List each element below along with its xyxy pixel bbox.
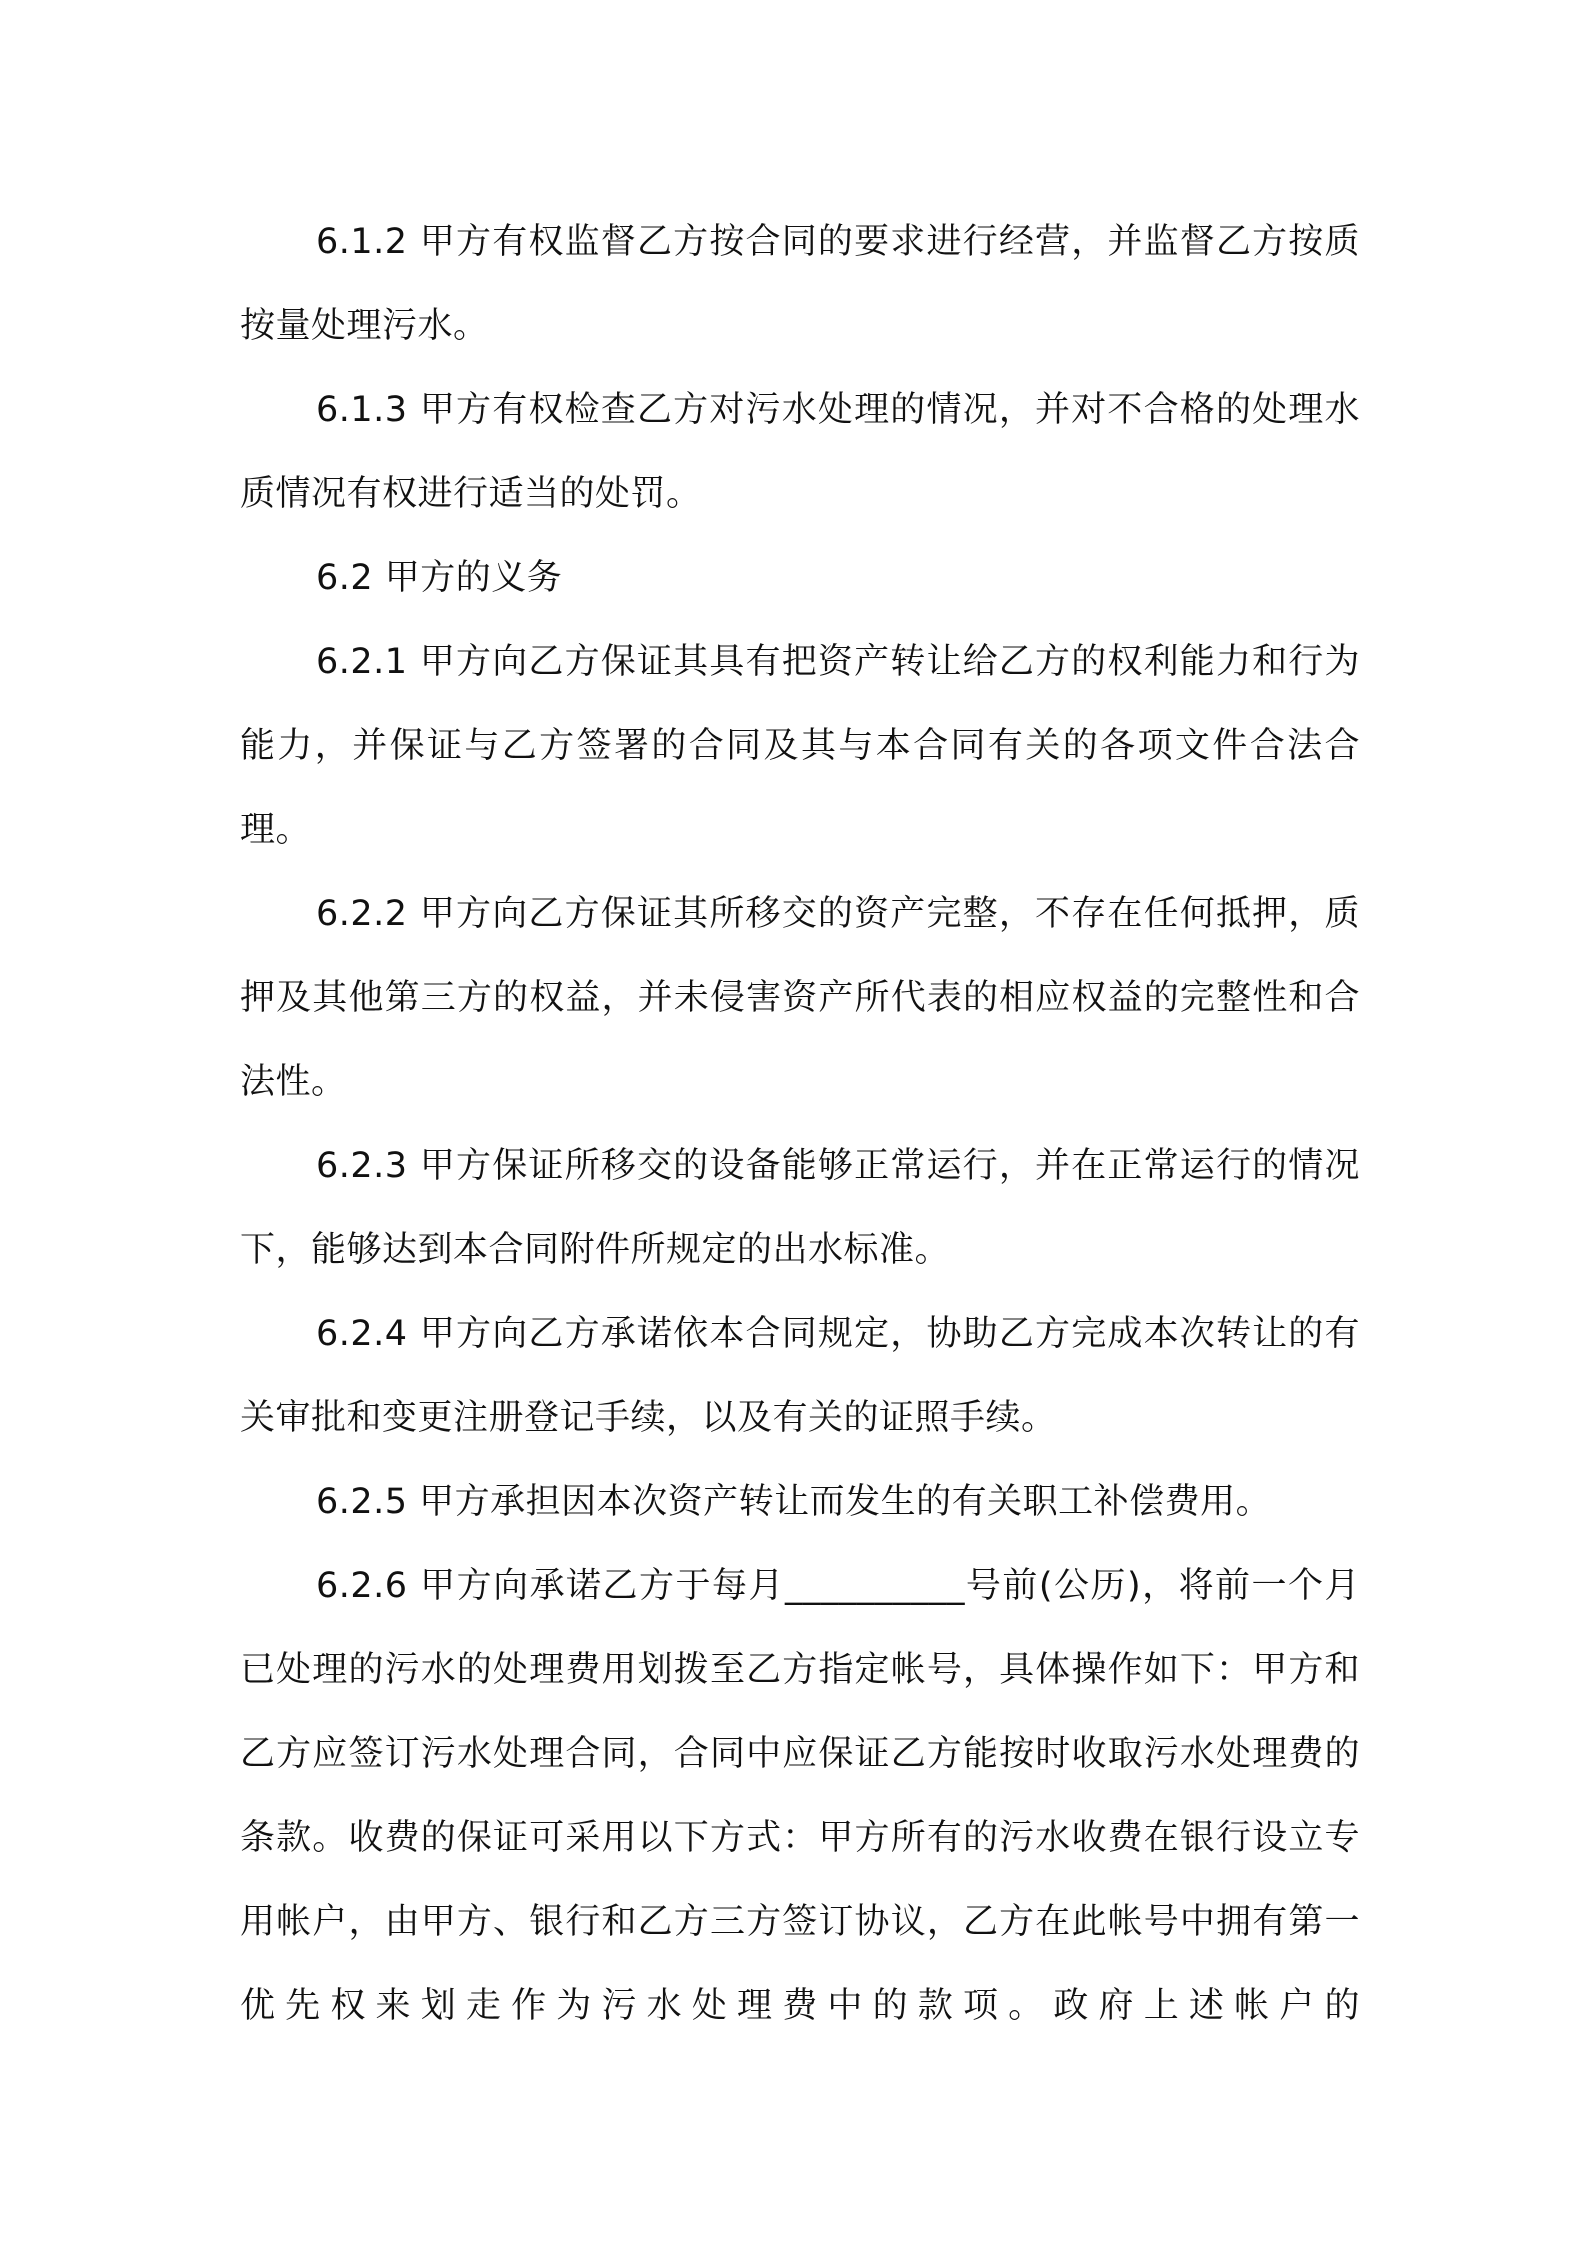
clause-6-2-1: 6.2.1 甲方向乙方保证其具有把资产转让给乙方的权利能力和行为能力，并保证与乙方签署的合同及其与本合同有关的各项文件合法合理。 [240, 642, 1360, 850]
clause-6-2-6: 6.2.6 甲方向承诺乙方于每月__________号前(公历)，将前一个月已处理的污水的处理费用划拨至乙方指定帐号，具体操作如下：甲方和乙方应签订污水处理合同，合同中应保证乙方能按时收取污水处理费的条款。收费的保证可采用以下方式：甲方所有的污水收费在银行设立专用帐户，由甲方、银行和乙方三方签订协议，乙方在此帐号中拥有第一优先权来划走作为污水处理费中的款项。政府上述帐户的 [240, 1566, 1360, 2026]
clause-6-2-5: 6.2.5 甲方承担因本次资产转让而发生的有关职工补偿费用。 [316, 1482, 1272, 1522]
clause-6-2-4: 6.2.4 甲方向乙方承诺依本合同规定，协助乙方完成本次转让的有关审批和变更注册登记手续，以及有关的证照手续。 [240, 1314, 1360, 1438]
clause-6-1-3: 6.1.3 甲方有权检查乙方对污水处理的情况，并对不合格的处理水质情况有权进行适当的处罚。 [240, 390, 1360, 514]
clause-6-1-2: 6.1.2 甲方有权监督乙方按合同的要求进行经营，并监督乙方按质按量处理污水。 [240, 222, 1360, 346]
clause-6-2-2: 6.2.2 甲方向乙方保证其所移交的资产完整，不存在任何抵押，质押及其他第三方的权益，并未侵害资产所代表的相应权益的完整性和合法性。 [240, 894, 1360, 1102]
section-heading-6-2: 6.2 甲方的义务 [316, 558, 563, 598]
document-page [240, 200, 1360, 2048]
clause-6-2-3: 6.2.3 甲方保证所移交的设备能够正常运行，并在正常运行的情况下，能够达到本合同附件所规定的出水标准。 [240, 1146, 1360, 1270]
